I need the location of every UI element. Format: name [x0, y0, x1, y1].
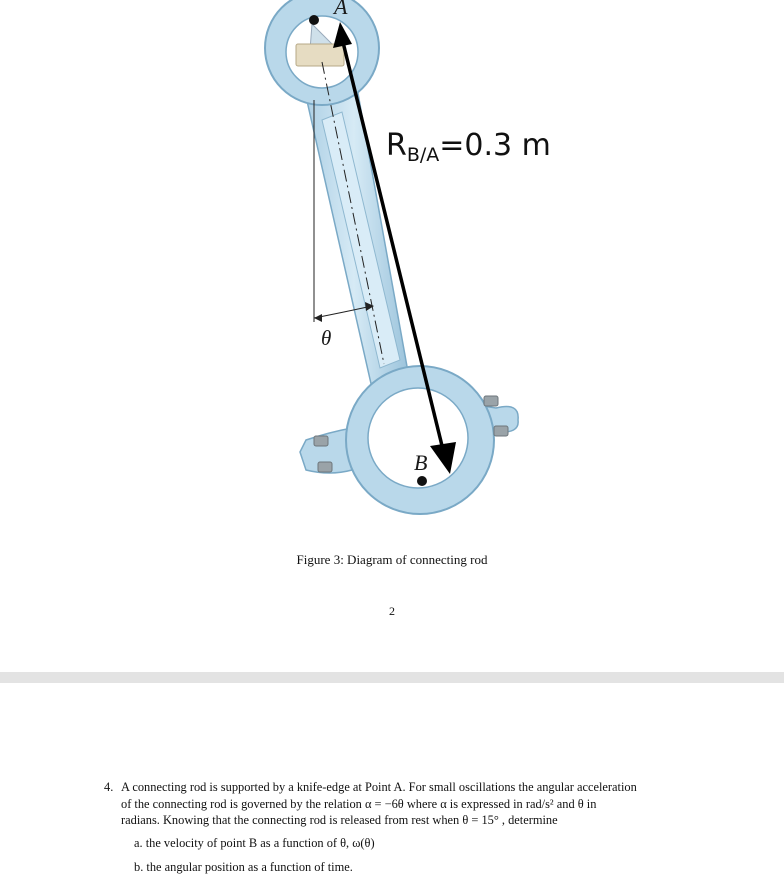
theta-arrowhead-left	[314, 314, 322, 322]
problem-line-2: of the connecting rod is governed by the relation α = −6θ where α is expressed in rad/s² and θ in	[121, 796, 597, 811]
point-b-dot	[417, 476, 427, 486]
problem-part-b: b. the angular position as a function of time.	[134, 860, 353, 874]
point-a-dot	[309, 15, 319, 25]
problem-line-3: radians. Knowing that the connecting rod is released from rest when θ = 15° , determine	[121, 813, 558, 827]
knife-block	[296, 44, 344, 66]
theta-label: θ	[321, 326, 332, 350]
figure-caption: Figure 3: Diagram of connecting rod	[296, 552, 488, 567]
r-ba-value: =0.3 m	[439, 128, 551, 163]
point-b-label: B	[414, 450, 428, 475]
r-ba-vector-label	[386, 128, 551, 166]
problem-line-1: A connecting rod is supported by a knife-edge at Point A. For small oscillations the angular acceleration	[121, 780, 637, 794]
page-number: 2	[389, 604, 395, 618]
problem-4	[104, 779, 716, 829]
problem-statement	[121, 779, 716, 829]
r-ba-sub: B/A	[406, 144, 440, 166]
page-separator	[0, 672, 784, 683]
r-ba-main: R	[386, 128, 407, 163]
problem-part-a: a. the velocity of point B as a function of θ, ω(θ)	[134, 836, 375, 850]
problem-number: 4.	[104, 780, 114, 794]
point-a-label: A	[334, 0, 348, 19]
